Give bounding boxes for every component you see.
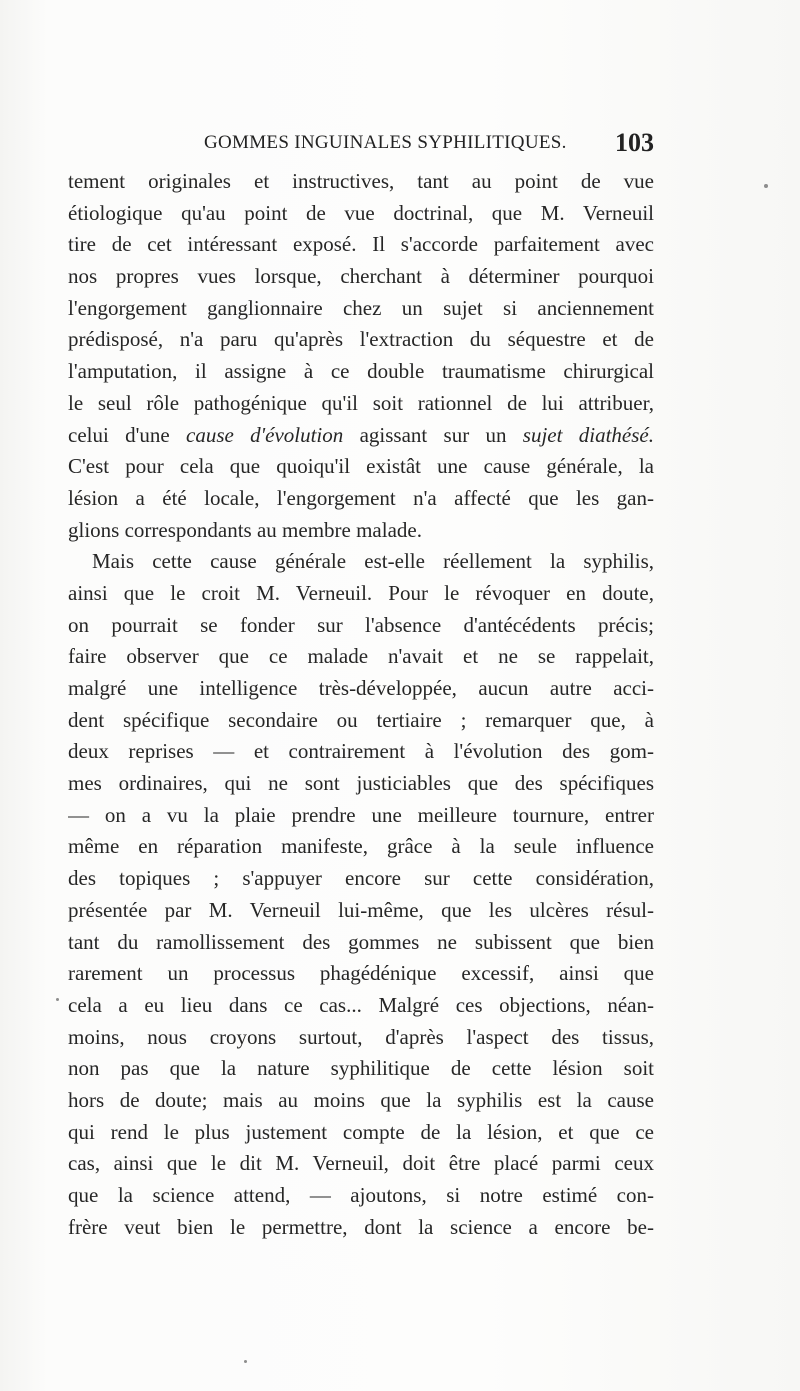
text-line: lésion a été locale, l'engorgement n'a affecté que les gan-: [68, 485, 654, 510]
page-number: 103: [615, 128, 654, 157]
text-line: frère veut bien le permettre, dont la science a encore be-: [68, 1214, 654, 1239]
text-line: on pourrait se fonder sur l'absence d'antécédents précis;: [68, 612, 654, 637]
text-segment: celui d'une: [68, 422, 187, 447]
running-title: GOMMES INGUINALES SYPHILITIQUES.: [204, 132, 567, 153]
text-line: nos propres vues lorsque, cherchant à déterminer pourquoi: [68, 264, 654, 289]
text-line: hors de doute; mais au moins que la syphilis est la cause: [68, 1087, 654, 1112]
text-line: tement originales et instructives, tant au point de vue: [68, 169, 654, 193]
text-line: mes ordinaires, qui ne sont justiciables que des spécifiques: [68, 771, 654, 796]
text-line: tant du ramollissement des gommes ne subissent que bien: [68, 929, 654, 954]
text-line: que la science attend, — ajoutons, si notre estimé con-: [68, 1183, 654, 1207]
text-line: qui rend le plus justement compte de la lésion, et que ce: [68, 1119, 654, 1144]
text-line: C'est pour cela que quoiqu'il existât une cause générale, la: [68, 454, 654, 479]
italic-phrase: sujet diathésé.: [522, 422, 654, 447]
text-line: le seul rôle pathogénique qu'il soit rationnel de lui attribuer,: [68, 390, 654, 415]
paper-speck: [244, 1360, 247, 1363]
text-line: ainsi que le croit M. Verneuil. Pour le révoquer en doute,: [68, 580, 654, 605]
text-segment: agissant sur un: [343, 422, 523, 447]
text-line: l'amputation, il assigne à ce double traumatisme chirurgical: [68, 359, 654, 384]
text-line: glions correspondants au membre malade.: [68, 517, 422, 542]
text-line: — on a vu la plaie prendre une meilleure tournure, entrer: [68, 802, 654, 827]
text-line: non pas que la nature syphilitique de cette lésion soit: [68, 1056, 654, 1081]
text-line: deux reprises — et contrairement à l'évolution des gom-: [68, 739, 654, 764]
text-line: des topiques ; s'appuyer encore sur cette considération,: [68, 866, 654, 891]
text-line: l'engorgement ganglionnaire chez un sujet si anciennement: [68, 295, 654, 320]
text-line: [68, 420, 654, 452]
text-line: étiologique qu'au point de vue doctrinal, que M. Verneuil: [68, 200, 654, 225]
text-line: présentée par M. Verneuil lui-même, que les ulcères résul-: [68, 897, 654, 922]
text-line: Mais cette cause générale est-elle réellement la syphilis,: [92, 549, 654, 574]
body-text: [68, 166, 654, 1243]
text-line: tire de cet intéressant exposé. Il s'accorde parfaitement avec: [68, 232, 654, 257]
text-line: cela a eu lieu dans ce cas... Malgré ces objections, néan-: [68, 992, 654, 1017]
text-line: malgré une intelligence très-développée, aucun autre acci-: [68, 676, 654, 700]
text-line: moins, nous croyons surtout, d'après l'aspect des tissus,: [68, 1024, 654, 1049]
paper-speck: [56, 998, 59, 1001]
text-line: cas, ainsi que le dit M. Verneuil, doit être placé parmi ceux: [68, 1151, 654, 1176]
paper-speck: [764, 184, 768, 188]
page-header: [68, 128, 654, 162]
text-line: dent spécifique secondaire ou tertiaire ; remarquer que, à: [68, 707, 654, 732]
text-line: rarement un processus phagédénique excessif, ainsi que: [68, 961, 654, 986]
italic-phrase: cause d'évolution: [186, 422, 344, 447]
text-line: même en réparation manifeste, grâce à la seule influence: [68, 834, 654, 859]
text-line: prédisposé, n'a paru qu'après l'extraction du séquestre et de: [68, 327, 654, 352]
text-line: faire observer que ce malade n'avait et ne se rappelait,: [68, 644, 654, 669]
